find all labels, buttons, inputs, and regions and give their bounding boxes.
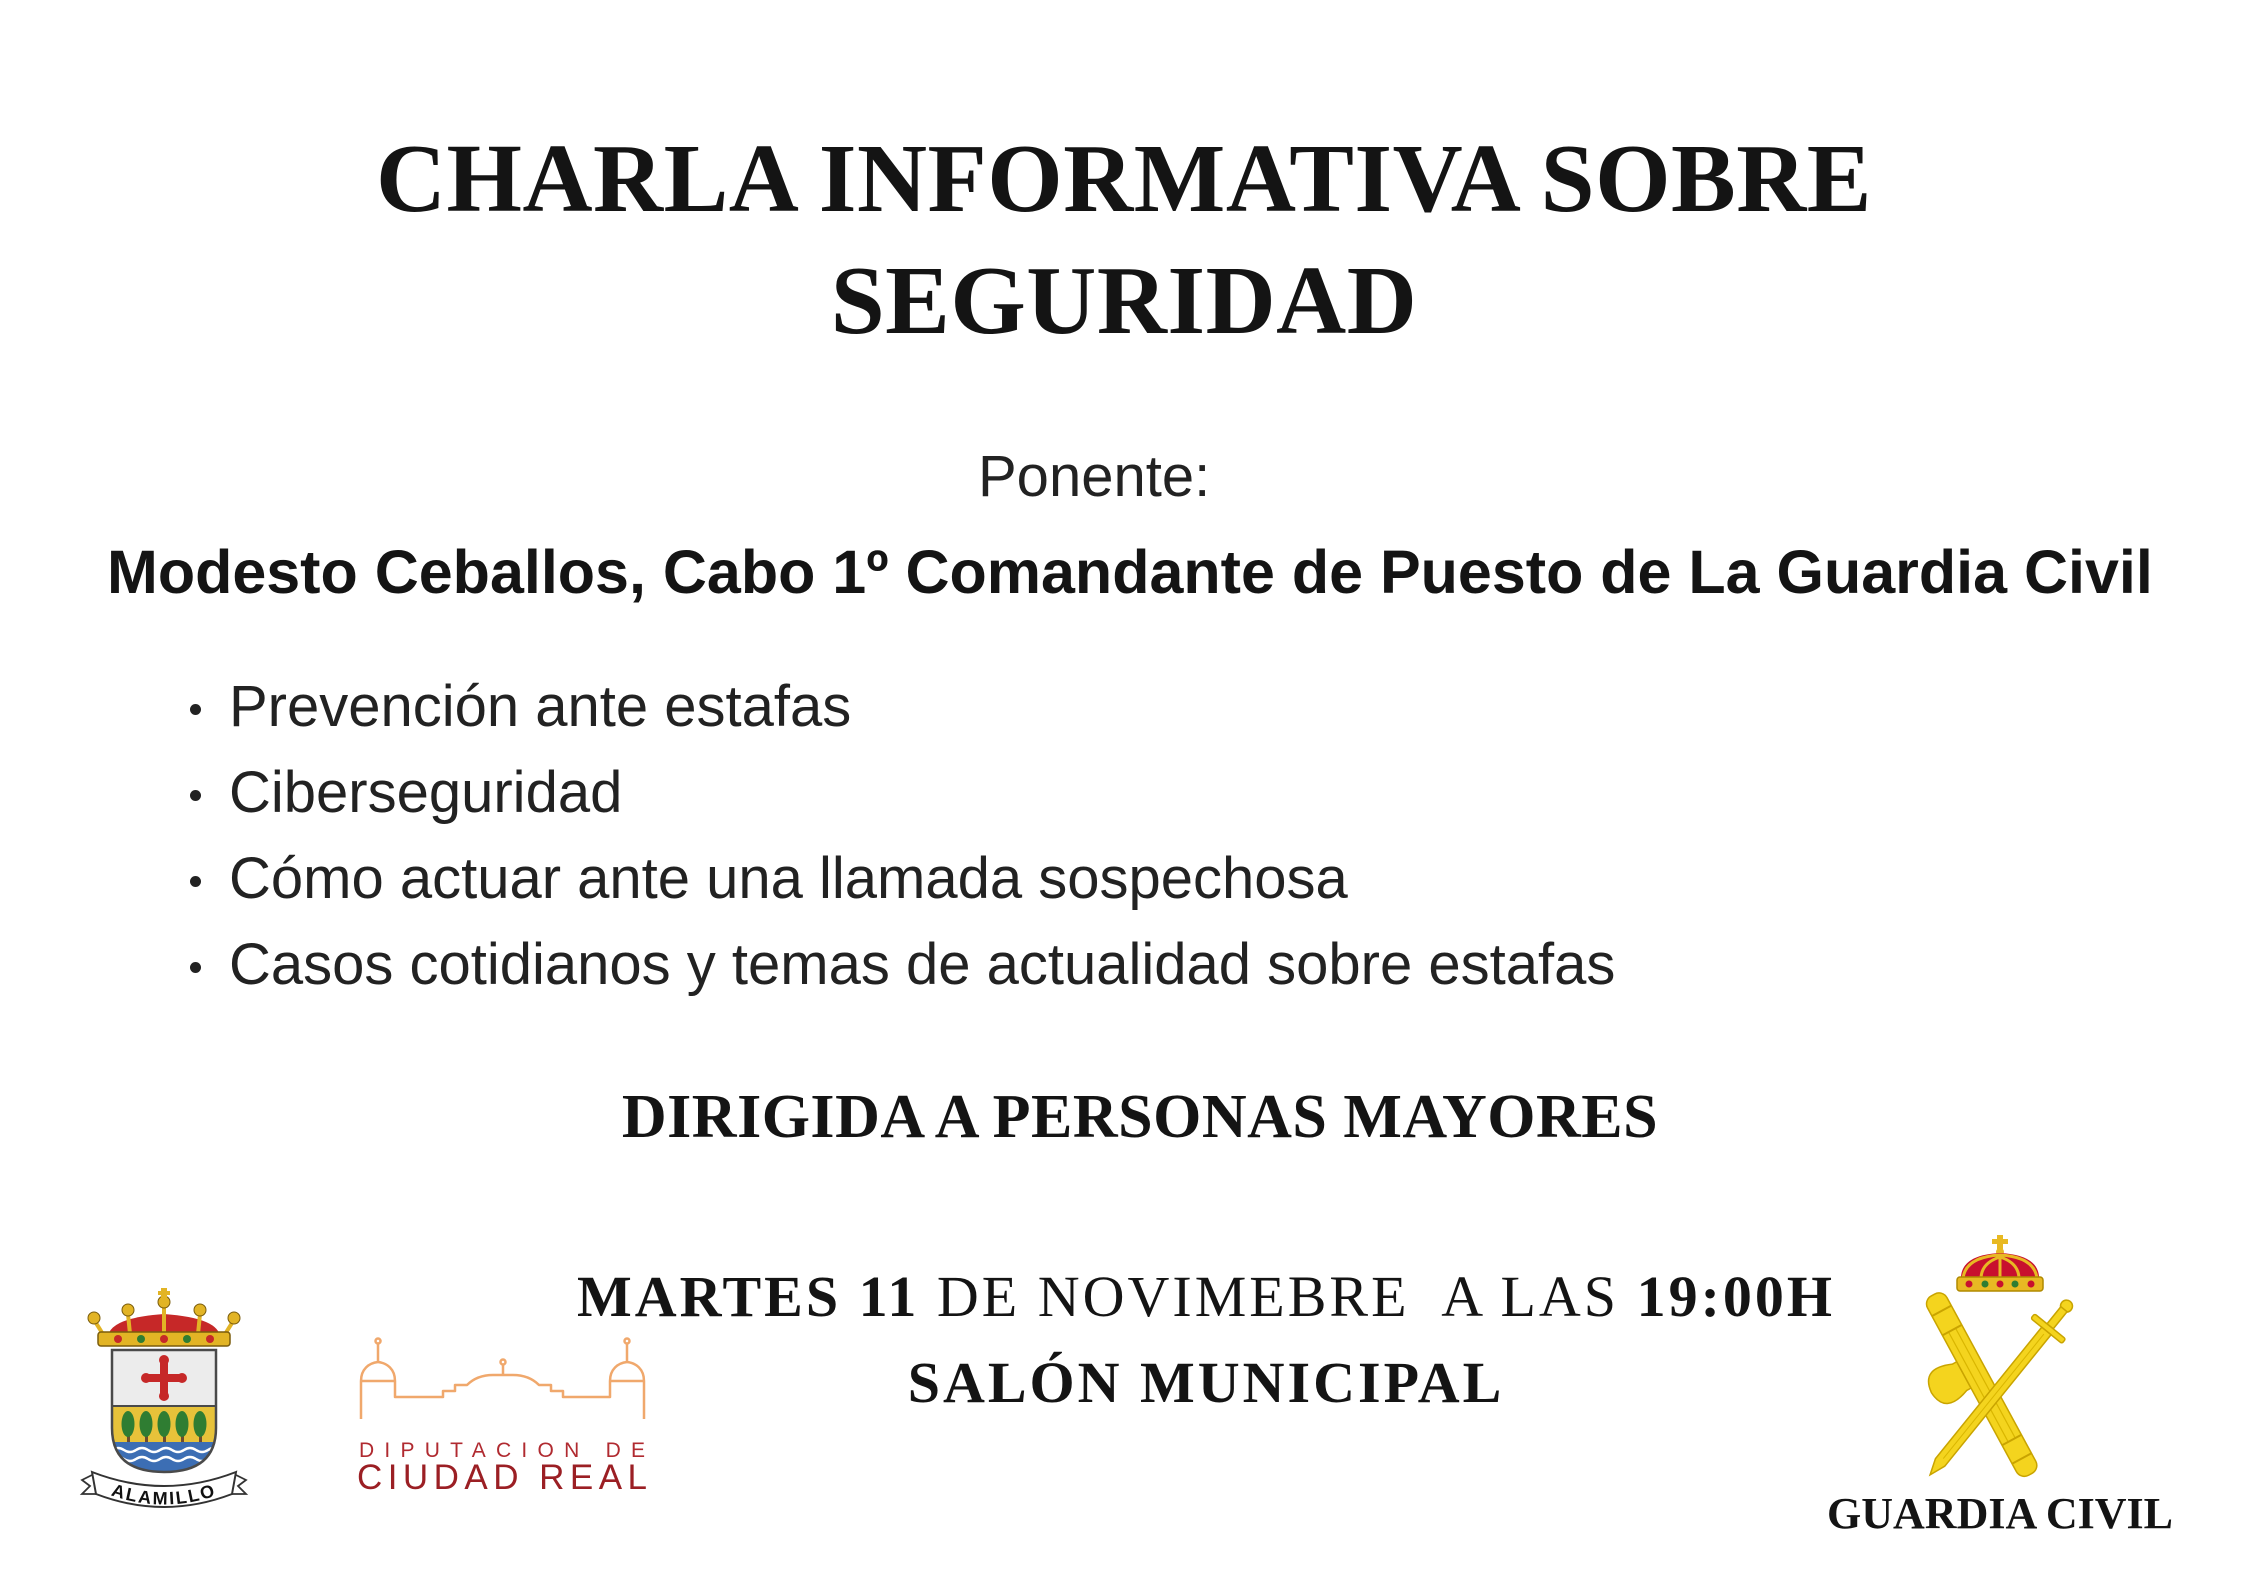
speaker-label: Ponente:: [978, 444, 1211, 509]
alamillo-ribbon-text: ALAMILLO: [109, 1479, 219, 1509]
alamillo-coat-of-arms-icon: [78, 1288, 250, 1516]
topic-item: [180, 664, 1615, 750]
event-venue: SALÓN MUNICIPAL: [907, 1350, 1505, 1415]
guardia-civil-label: GUARDIA CIVIL: [1827, 1489, 2173, 1538]
topic-text: Ciberseguridad: [229, 760, 623, 825]
topic-text: Casos cotidianos y temas de actualidad sobre estafas: [229, 932, 1616, 997]
diputacion-line1: DIPUTACION DE: [359, 1439, 645, 1462]
schedule-time: 19:00H: [1636, 1264, 1835, 1329]
topic-text: Prevención ante estafas: [229, 674, 852, 739]
topic-item: [180, 750, 1615, 836]
event-schedule: [506, 1264, 1906, 1329]
audience-heading: DIRIGIDA A PERSONAS MAYORES: [621, 1083, 1659, 1151]
guardia-civil-emblem-icon: [1903, 1233, 2093, 1488]
diputacion-building-icon: [361, 1339, 644, 1420]
schedule-month: DE NOVIMEBRE A LAS: [919, 1264, 1637, 1329]
poster-title: CHARLA INFORMATIVA SOBRE SEGURIDAD: [376, 125, 1872, 354]
topic-text: Cómo actuar ante una llamada sospechosa: [229, 846, 1348, 911]
bullet-icon: [190, 704, 201, 715]
svg-text:ALAMILLO: [109, 1480, 218, 1509]
topic-item: [180, 922, 1615, 1008]
diputacion-line2: CIUDAD REAL: [357, 1458, 647, 1497]
ribbon: [82, 1472, 246, 1509]
shield: [112, 1350, 220, 1476]
bullet-icon: [190, 790, 201, 801]
royal-crown-icon: [1957, 1235, 2043, 1291]
speaker-name: Modesto Ceballos, Cabo 1º Comandante de Puesto de La Guardia Civil: [107, 538, 2153, 606]
fasces-icon: [1903, 1290, 2040, 1488]
crown-icon: [88, 1288, 240, 1346]
schedule-day: MARTES 11: [577, 1264, 920, 1329]
topics-list: [180, 664, 1615, 1008]
bullet-icon: [190, 962, 201, 973]
diputacion-logo: [355, 1335, 651, 1500]
topic-item: [180, 836, 1615, 922]
bullet-icon: [190, 876, 201, 887]
